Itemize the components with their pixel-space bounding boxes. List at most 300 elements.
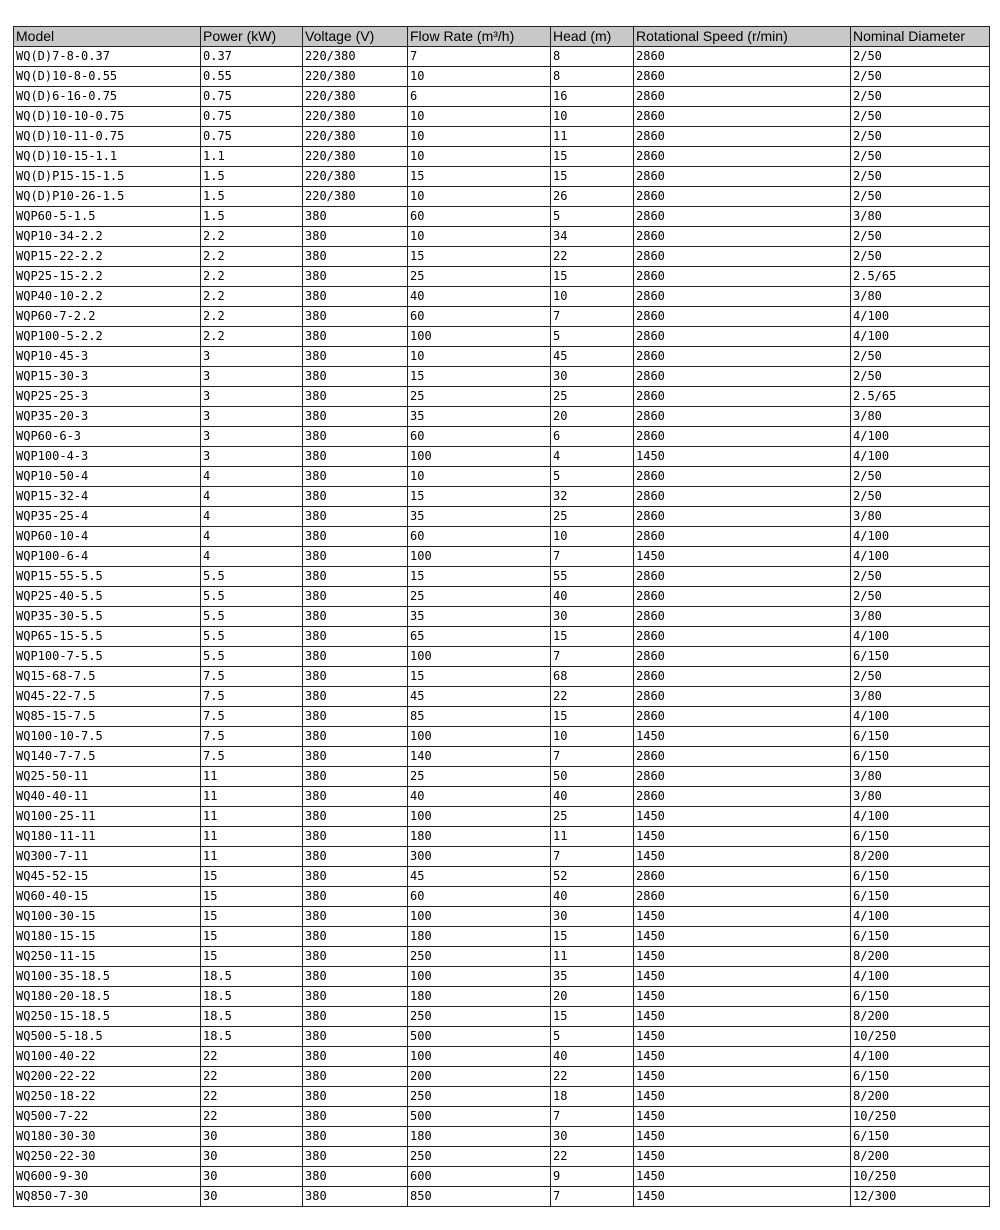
cell-voltage: 380	[303, 727, 408, 747]
cell-head: 55	[551, 567, 634, 587]
cell-nominal-diameter: 6/150	[851, 647, 990, 667]
cell-flow-rate: 85	[408, 707, 551, 727]
cell-power: 2.2	[201, 227, 303, 247]
cell-power: 1.5	[201, 167, 303, 187]
cell-head: 22	[551, 1067, 634, 1087]
table-row	[14, 267, 990, 287]
cell-power: 1.1	[201, 147, 303, 167]
cell-voltage: 380	[303, 747, 408, 767]
cell-flow-rate: 60	[408, 307, 551, 327]
table-row	[14, 447, 990, 467]
cell-nominal-diameter: 2/50	[851, 147, 990, 167]
cell-model: WQ250-11-15	[14, 947, 201, 967]
table-row	[14, 127, 990, 147]
cell-power: 15	[201, 887, 303, 907]
cell-power: 18.5	[201, 1027, 303, 1047]
cell-rotational-speed: 1450	[634, 987, 851, 1007]
cell-flow-rate: 250	[408, 947, 551, 967]
column-header-voltage: Voltage (V)	[303, 27, 408, 47]
cell-rotational-speed: 2860	[634, 67, 851, 87]
cell-rotational-speed: 2860	[634, 267, 851, 287]
cell-voltage: 380	[303, 967, 408, 987]
cell-model: WQP60-10-4	[14, 527, 201, 547]
table-row	[14, 307, 990, 327]
table-row	[14, 1067, 990, 1087]
cell-voltage: 220/380	[303, 107, 408, 127]
table-row	[14, 1087, 990, 1107]
cell-voltage: 380	[303, 307, 408, 327]
cell-voltage: 380	[303, 387, 408, 407]
cell-head: 4	[551, 447, 634, 467]
cell-rotational-speed: 1450	[634, 1087, 851, 1107]
cell-rotational-speed: 2860	[634, 787, 851, 807]
cell-head: 8	[551, 67, 634, 87]
table-row	[14, 667, 990, 687]
cell-flow-rate: 35	[408, 507, 551, 527]
table-row	[14, 487, 990, 507]
table-row	[14, 887, 990, 907]
cell-rotational-speed: 2860	[634, 507, 851, 527]
cell-power: 4	[201, 487, 303, 507]
cell-nominal-diameter: 4/100	[851, 427, 990, 447]
table-row	[14, 47, 990, 67]
cell-rotational-speed: 2860	[634, 287, 851, 307]
cell-power: 7.5	[201, 727, 303, 747]
cell-head: 6	[551, 427, 634, 447]
cell-head: 34	[551, 227, 634, 247]
cell-rotational-speed: 2860	[634, 487, 851, 507]
cell-rotational-speed: 2860	[634, 427, 851, 447]
cell-rotational-speed: 1450	[634, 1127, 851, 1147]
cell-model: WQ45-22-7.5	[14, 687, 201, 707]
table-row	[14, 947, 990, 967]
cell-voltage: 380	[303, 267, 408, 287]
cell-nominal-diameter: 4/100	[851, 1047, 990, 1067]
cell-model: WQP100-4-3	[14, 447, 201, 467]
cell-nominal-diameter: 3/80	[851, 607, 990, 627]
cell-flow-rate: 10	[408, 187, 551, 207]
cell-head: 5	[551, 1027, 634, 1047]
cell-rotational-speed: 2860	[634, 187, 851, 207]
column-header-flow-rate: Flow Rate (m³/h)	[408, 27, 551, 47]
cell-power: 5.5	[201, 647, 303, 667]
cell-voltage: 380	[303, 547, 408, 567]
cell-rotational-speed: 2860	[634, 87, 851, 107]
cell-power: 7.5	[201, 687, 303, 707]
cell-power: 5.5	[201, 587, 303, 607]
cell-head: 30	[551, 367, 634, 387]
cell-nominal-diameter: 2/50	[851, 47, 990, 67]
cell-power: 3	[201, 387, 303, 407]
cell-nominal-diameter: 4/100	[851, 707, 990, 727]
cell-flow-rate: 60	[408, 427, 551, 447]
cell-head: 15	[551, 1007, 634, 1027]
cell-model: WQ25-50-11	[14, 767, 201, 787]
column-header-power: Power (kW)	[201, 27, 303, 47]
table-row	[14, 687, 990, 707]
cell-flow-rate: 60	[408, 887, 551, 907]
cell-rotational-speed: 2860	[634, 607, 851, 627]
cell-voltage: 380	[303, 887, 408, 907]
table-row	[14, 1187, 990, 1207]
cell-head: 10	[551, 727, 634, 747]
cell-head: 10	[551, 527, 634, 547]
table-row	[14, 547, 990, 567]
cell-rotational-speed: 2860	[634, 647, 851, 667]
cell-nominal-diameter: 4/100	[851, 547, 990, 567]
cell-voltage: 380	[303, 1147, 408, 1167]
table-row	[14, 647, 990, 667]
cell-voltage: 380	[303, 567, 408, 587]
cell-model: WQ250-15-18.5	[14, 1007, 201, 1027]
cell-power: 15	[201, 947, 303, 967]
cell-voltage: 380	[303, 207, 408, 227]
cell-power: 7.5	[201, 707, 303, 727]
cell-rotational-speed: 2860	[634, 627, 851, 647]
cell-power: 0.75	[201, 107, 303, 127]
cell-nominal-diameter: 4/100	[851, 307, 990, 327]
cell-flow-rate: 15	[408, 487, 551, 507]
cell-voltage: 380	[303, 347, 408, 367]
cell-nominal-diameter: 2/50	[851, 367, 990, 387]
cell-flow-rate: 250	[408, 1087, 551, 1107]
table-row	[14, 1127, 990, 1147]
cell-voltage: 380	[303, 1127, 408, 1147]
table-header	[14, 27, 990, 47]
cell-model: WQ250-22-30	[14, 1147, 201, 1167]
cell-head: 40	[551, 787, 634, 807]
cell-nominal-diameter: 3/80	[851, 767, 990, 787]
cell-head: 7	[551, 547, 634, 567]
table-row	[14, 927, 990, 947]
cell-rotational-speed: 1450	[634, 927, 851, 947]
cell-model: WQ600-9-30	[14, 1167, 201, 1187]
cell-model: WQ250-18-22	[14, 1087, 201, 1107]
cell-flow-rate: 100	[408, 1047, 551, 1067]
cell-power: 2.2	[201, 307, 303, 327]
cell-power: 3	[201, 447, 303, 467]
cell-model: WQ45-52-15	[14, 867, 201, 887]
cell-model: WQP15-30-3	[14, 367, 201, 387]
cell-model: WQ40-40-11	[14, 787, 201, 807]
cell-model: WQ180-15-15	[14, 927, 201, 947]
cell-head: 25	[551, 387, 634, 407]
table-row	[14, 567, 990, 587]
cell-model: WQP65-15-5.5	[14, 627, 201, 647]
cell-model: WQ100-25-11	[14, 807, 201, 827]
cell-power: 0.37	[201, 47, 303, 67]
table-row	[14, 607, 990, 627]
cell-flow-rate: 10	[408, 227, 551, 247]
cell-model: WQ(D)10-15-1.1	[14, 147, 201, 167]
cell-model: WQ180-20-18.5	[14, 987, 201, 1007]
cell-head: 7	[551, 647, 634, 667]
cell-voltage: 380	[303, 627, 408, 647]
cell-voltage: 380	[303, 947, 408, 967]
cell-power: 22	[201, 1087, 303, 1107]
cell-head: 45	[551, 347, 634, 367]
table-row	[14, 1047, 990, 1067]
table-row	[14, 707, 990, 727]
cell-voltage: 380	[303, 1027, 408, 1047]
cell-power: 11	[201, 847, 303, 867]
cell-flow-rate: 850	[408, 1187, 551, 1207]
cell-rotational-speed: 2860	[634, 587, 851, 607]
cell-rotational-speed: 2860	[634, 207, 851, 227]
cell-power: 22	[201, 1107, 303, 1127]
cell-rotational-speed: 2860	[634, 527, 851, 547]
cell-head: 25	[551, 507, 634, 527]
cell-flow-rate: 10	[408, 107, 551, 127]
cell-voltage: 380	[303, 487, 408, 507]
cell-power: 30	[201, 1127, 303, 1147]
cell-power: 1.5	[201, 207, 303, 227]
cell-rotational-speed: 1450	[634, 1187, 851, 1207]
cell-voltage: 380	[303, 1007, 408, 1027]
cell-nominal-diameter: 2/50	[851, 347, 990, 367]
table-row	[14, 527, 990, 547]
cell-model: WQ85-15-7.5	[14, 707, 201, 727]
cell-head: 52	[551, 867, 634, 887]
cell-model: WQP10-50-4	[14, 467, 201, 487]
cell-flow-rate: 180	[408, 1127, 551, 1147]
cell-model: WQ100-10-7.5	[14, 727, 201, 747]
cell-rotational-speed: 2860	[634, 667, 851, 687]
table-row	[14, 347, 990, 367]
cell-model: WQ180-11-11	[14, 827, 201, 847]
column-header-head: Head (m)	[551, 27, 634, 47]
cell-head: 9	[551, 1167, 634, 1187]
table-row	[14, 427, 990, 447]
cell-rotational-speed: 1450	[634, 907, 851, 927]
cell-nominal-diameter: 2/50	[851, 587, 990, 607]
table-row	[14, 587, 990, 607]
cell-power: 22	[201, 1067, 303, 1087]
cell-nominal-diameter: 6/150	[851, 887, 990, 907]
cell-model: WQ(D)7-8-0.37	[14, 47, 201, 67]
cell-voltage: 220/380	[303, 187, 408, 207]
cell-flow-rate: 65	[408, 627, 551, 647]
column-header-rotational-speed: Rotational Speed (r/min)	[634, 27, 851, 47]
cell-flow-rate: 15	[408, 367, 551, 387]
cell-head: 40	[551, 1047, 634, 1067]
cell-power: 4	[201, 547, 303, 567]
cell-flow-rate: 500	[408, 1107, 551, 1127]
table-body	[14, 47, 990, 1207]
table-row	[14, 767, 990, 787]
cell-voltage: 380	[303, 667, 408, 687]
table-row	[14, 967, 990, 987]
cell-rotational-speed: 1450	[634, 727, 851, 747]
table-row	[14, 467, 990, 487]
cell-power: 11	[201, 767, 303, 787]
cell-head: 16	[551, 87, 634, 107]
column-header-nominal-diameter: Nominal Diameter	[851, 27, 990, 47]
cell-model: WQP35-30-5.5	[14, 607, 201, 627]
table-row	[14, 1007, 990, 1027]
cell-rotational-speed: 2860	[634, 167, 851, 187]
cell-head: 7	[551, 847, 634, 867]
table-row	[14, 367, 990, 387]
cell-power: 30	[201, 1167, 303, 1187]
cell-power: 2.2	[201, 327, 303, 347]
cell-rotational-speed: 2860	[634, 47, 851, 67]
cell-rotational-speed: 1450	[634, 1007, 851, 1027]
cell-voltage: 380	[303, 827, 408, 847]
cell-rotational-speed: 1450	[634, 1147, 851, 1167]
cell-voltage: 380	[303, 787, 408, 807]
cell-power: 4	[201, 467, 303, 487]
cell-power: 15	[201, 907, 303, 927]
cell-power: 2.2	[201, 267, 303, 287]
cell-head: 15	[551, 147, 634, 167]
table-row	[14, 847, 990, 867]
cell-power: 18.5	[201, 987, 303, 1007]
cell-flow-rate: 300	[408, 847, 551, 867]
cell-nominal-diameter: 4/100	[851, 807, 990, 827]
cell-rotational-speed: 1450	[634, 1047, 851, 1067]
cell-nominal-diameter: 2/50	[851, 467, 990, 487]
cell-nominal-diameter: 3/80	[851, 507, 990, 527]
cell-rotational-speed: 2860	[634, 147, 851, 167]
cell-nominal-diameter: 10/250	[851, 1107, 990, 1127]
cell-model: WQ100-30-15	[14, 907, 201, 927]
table-row	[14, 107, 990, 127]
cell-rotational-speed: 2860	[634, 387, 851, 407]
cell-head: 20	[551, 407, 634, 427]
cell-model: WQP10-45-3	[14, 347, 201, 367]
cell-nominal-diameter: 8/200	[851, 1147, 990, 1167]
cell-power: 4	[201, 507, 303, 527]
cell-rotational-speed: 2860	[634, 747, 851, 767]
cell-voltage: 380	[303, 467, 408, 487]
cell-rotational-speed: 2860	[634, 107, 851, 127]
table-row	[14, 407, 990, 427]
cell-flow-rate: 10	[408, 67, 551, 87]
table-row	[14, 787, 990, 807]
cell-nominal-diameter: 6/150	[851, 927, 990, 947]
cell-head: 5	[551, 327, 634, 347]
table-row	[14, 1107, 990, 1127]
cell-nominal-diameter: 2/50	[851, 67, 990, 87]
cell-head: 10	[551, 107, 634, 127]
cell-flow-rate: 15	[408, 667, 551, 687]
cell-nominal-diameter: 10/250	[851, 1027, 990, 1047]
table-row	[14, 827, 990, 847]
cell-nominal-diameter: 2/50	[851, 247, 990, 267]
table-row	[14, 1027, 990, 1047]
cell-rotational-speed: 2860	[634, 467, 851, 487]
cell-voltage: 380	[303, 1107, 408, 1127]
cell-voltage: 380	[303, 987, 408, 1007]
cell-power: 15	[201, 927, 303, 947]
cell-head: 15	[551, 167, 634, 187]
cell-rotational-speed: 1450	[634, 1067, 851, 1087]
cell-voltage: 220/380	[303, 87, 408, 107]
cell-head: 7	[551, 1187, 634, 1207]
cell-flow-rate: 15	[408, 567, 551, 587]
cell-flow-rate: 35	[408, 607, 551, 627]
cell-power: 11	[201, 787, 303, 807]
cell-voltage: 380	[303, 527, 408, 547]
cell-flow-rate: 40	[408, 787, 551, 807]
cell-nominal-diameter: 3/80	[851, 207, 990, 227]
cell-flow-rate: 6	[408, 87, 551, 107]
cell-power: 22	[201, 1047, 303, 1067]
table-row	[14, 247, 990, 267]
cell-power: 18.5	[201, 1007, 303, 1027]
cell-rotational-speed: 2860	[634, 127, 851, 147]
cell-model: WQ180-30-30	[14, 1127, 201, 1147]
pump-spec-table	[13, 26, 990, 1207]
cell-rotational-speed: 1450	[634, 1027, 851, 1047]
cell-nominal-diameter: 3/80	[851, 407, 990, 427]
cell-nominal-diameter: 4/100	[851, 447, 990, 467]
cell-power: 3	[201, 347, 303, 367]
cell-model: WQP60-7-2.2	[14, 307, 201, 327]
cell-flow-rate: 100	[408, 447, 551, 467]
cell-power: 18.5	[201, 967, 303, 987]
cell-flow-rate: 140	[408, 747, 551, 767]
cell-nominal-diameter: 2.5/65	[851, 387, 990, 407]
cell-nominal-diameter: 3/80	[851, 287, 990, 307]
cell-head: 5	[551, 467, 634, 487]
table-row	[14, 87, 990, 107]
cell-nominal-diameter: 6/150	[851, 987, 990, 1007]
column-header-model: Model	[14, 27, 201, 47]
cell-voltage: 380	[303, 1047, 408, 1067]
cell-model: WQ(D)6-16-0.75	[14, 87, 201, 107]
cell-power: 15	[201, 867, 303, 887]
cell-flow-rate: 600	[408, 1167, 551, 1187]
cell-rotational-speed: 1450	[634, 447, 851, 467]
cell-rotational-speed: 1450	[634, 827, 851, 847]
cell-head: 25	[551, 807, 634, 827]
cell-nominal-diameter: 2/50	[851, 487, 990, 507]
cell-model: WQ140-7-7.5	[14, 747, 201, 767]
cell-head: 35	[551, 967, 634, 987]
cell-flow-rate: 40	[408, 287, 551, 307]
cell-head: 22	[551, 1147, 634, 1167]
table-row	[14, 387, 990, 407]
cell-model: WQ15-68-7.5	[14, 667, 201, 687]
cell-rotational-speed: 2860	[634, 867, 851, 887]
cell-model: WQP35-20-3	[14, 407, 201, 427]
cell-head: 15	[551, 267, 634, 287]
cell-nominal-diameter: 2/50	[851, 567, 990, 587]
cell-nominal-diameter: 8/200	[851, 847, 990, 867]
cell-head: 7	[551, 747, 634, 767]
cell-flow-rate: 25	[408, 267, 551, 287]
cell-model: WQP100-6-4	[14, 547, 201, 567]
cell-head: 15	[551, 927, 634, 947]
cell-head: 68	[551, 667, 634, 687]
cell-nominal-diameter: 2.5/65	[851, 267, 990, 287]
cell-nominal-diameter: 10/250	[851, 1167, 990, 1187]
cell-head: 20	[551, 987, 634, 1007]
table-row	[14, 287, 990, 307]
cell-model: WQP25-15-2.2	[14, 267, 201, 287]
table-row	[14, 747, 990, 767]
cell-model: WQ100-35-18.5	[14, 967, 201, 987]
cell-voltage: 380	[303, 847, 408, 867]
cell-flow-rate: 45	[408, 687, 551, 707]
table-row	[14, 187, 990, 207]
cell-nominal-diameter: 2/50	[851, 167, 990, 187]
cell-model: WQP60-6-3	[14, 427, 201, 447]
cell-rotational-speed: 1450	[634, 807, 851, 827]
cell-head: 30	[551, 1127, 634, 1147]
